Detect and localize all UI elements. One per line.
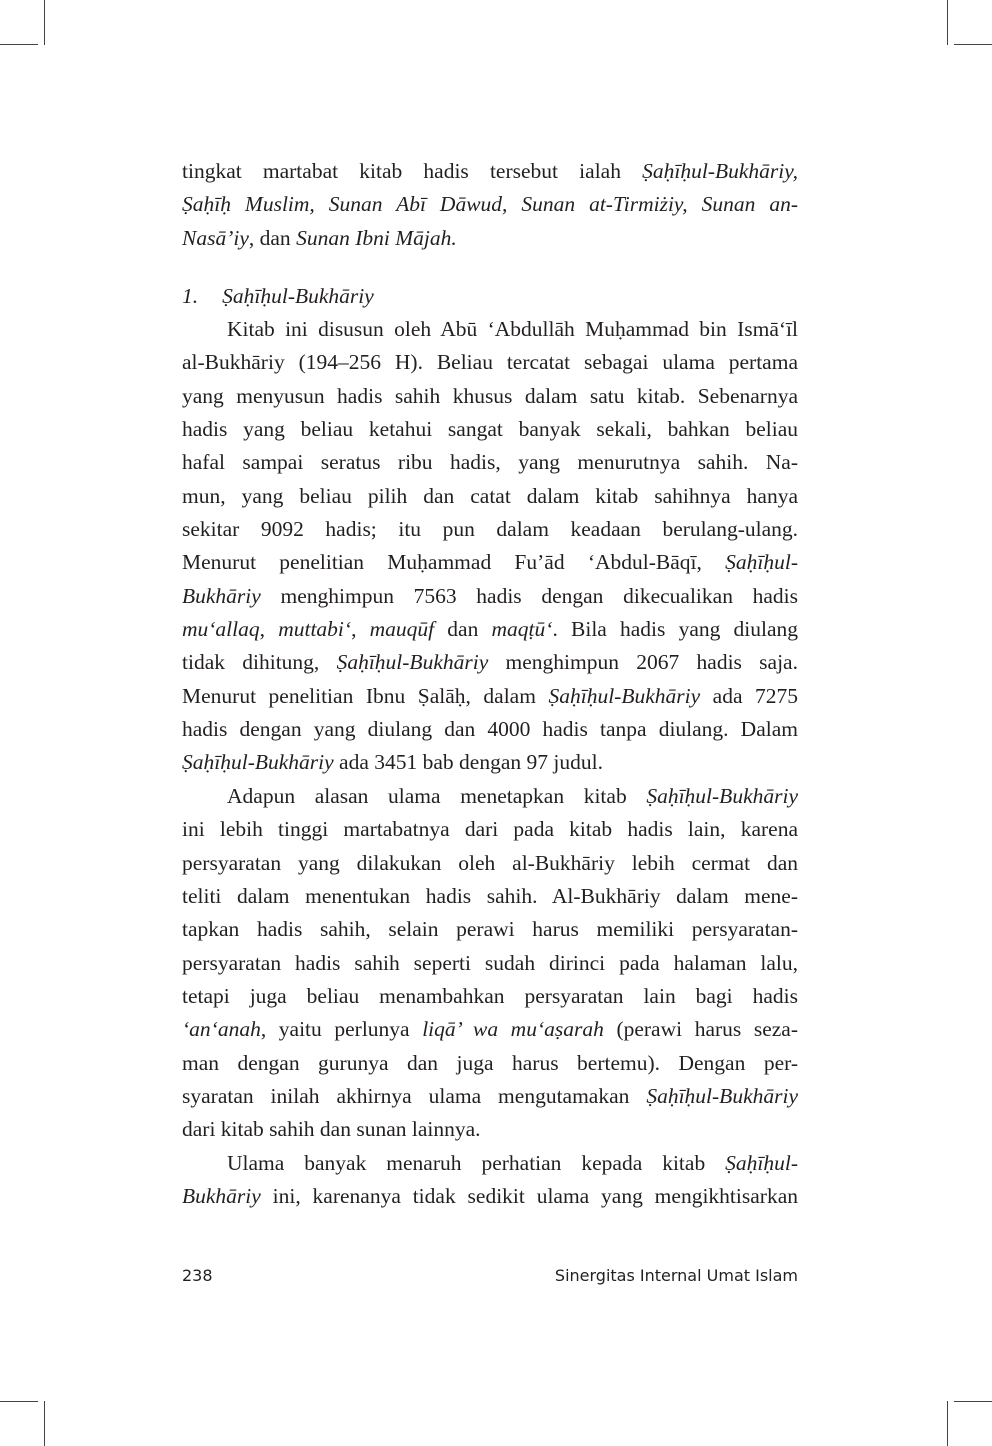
- crop-mark: [44, 0, 45, 45]
- text-segment: ,: [351, 617, 370, 642]
- italic-term: muttabi‘: [278, 617, 352, 642]
- text-segment: tetapi juga beliau menambahkan persyaratan lain bagi hadis: [182, 983, 798, 1008]
- text-segment: menghimpun 7563 hadis dengan dikecualikan hadis: [260, 583, 798, 608]
- text-line: [182, 380, 798, 413]
- text-line: [182, 980, 798, 1013]
- text-line: [182, 1113, 798, 1146]
- text-segment: (perawi harus seza-: [603, 1017, 799, 1042]
- italic-term: Nasā’iy: [182, 225, 249, 250]
- text-segment: man dengan gurunya dan juga harus bertemu). Dengan per-: [182, 1050, 798, 1075]
- text-segment: yang menyusun hadis sahih khusus dalam satu kitab. Sebenarnya: [182, 383, 798, 408]
- text-line: [182, 188, 798, 221]
- text-segment: mun, yang beliau pilih dan catat dalam kitab sahihnya hanya: [182, 483, 798, 508]
- italic-term: Ṣaḥīḥul-Bukhāriy,: [642, 159, 798, 183]
- text-segment: Menurut penelitian Ibnu Ṣalāḥ, dalam: [182, 683, 549, 708]
- text-segment: tapkan hadis sahih, selain perawi harus memiliki persyaratan-: [182, 917, 798, 942]
- text-segment: ini, karenanya tidak sedikit ulama yang mengikhtisarkan: [260, 1183, 798, 1208]
- text-segment: menghimpun 2067 hadis saja.: [488, 650, 798, 675]
- text-segment: , yaitu perlunya: [260, 1017, 423, 1042]
- italic-term: Bukhāriy: [182, 583, 261, 608]
- italic-term: Sunan Ibni Mājah.: [296, 225, 457, 250]
- text-segment: dari kitab sahih dan sunan lainnya.: [182, 1117, 481, 1142]
- italic-term: Ṣaḥīḥul-: [725, 1150, 798, 1175]
- text-segment: ada 7275: [700, 683, 798, 708]
- text-line: [182, 222, 798, 255]
- crop-mark: [44, 1401, 45, 1446]
- text-segment: sekitar 9092 hadis; itu pun dalam keadaan berulang-ulang.: [182, 517, 798, 542]
- text-segment: Ulama banyak menaruh perhatian kepada kitab: [227, 1150, 726, 1175]
- text-line: [182, 613, 798, 646]
- intro-paragraph: [182, 155, 798, 255]
- text-segment: dan: [434, 617, 492, 642]
- text-line: [182, 155, 798, 188]
- text-segment: persyaratan yang dilakukan oleh al-Bukhāriy lebih cermat dan: [182, 850, 798, 875]
- italic-term: mu‘allaq: [182, 617, 260, 642]
- text-line: [182, 1047, 798, 1080]
- text-line: [182, 746, 798, 779]
- text-segment: persyaratan hadis sahih seperti sudah dirinci pada halaman lalu,: [182, 950, 798, 975]
- italic-term: maqṭū‘: [491, 617, 553, 642]
- text-segment: tingkat martabat kitab hadis tersebut ialah: [182, 159, 643, 183]
- text-segment: hadis yang beliau ketahui sangat banyak sekali, bahkan beliau: [182, 417, 798, 442]
- text-segment: ini lebih tinggi martabatnya dari pada kitab hadis lain, karena: [182, 817, 798, 842]
- text-segment: teliti dalam menentukan hadis sahih. Al-Bukhāriy dalam mene-: [182, 883, 798, 908]
- italic-term: ‘an‘anah: [182, 1017, 261, 1042]
- italic-term: Ṣaḥīḥ Muslim, Sunan Abī Dāwud, Sunan at-Tirmiżiy, Sunan an-: [182, 192, 798, 217]
- text-segment: , dan: [248, 225, 297, 250]
- text-segment: al-Bukhāriy (194–256 H). Beliau tercatat sebagai ulama pertama: [182, 350, 798, 375]
- running-footer-title: Sinergitas Internal Umat Islam: [554, 1266, 798, 1285]
- text-line: [182, 446, 798, 479]
- italic-term: Bukhāriy: [182, 1183, 261, 1208]
- text-segment: Adapun alasan ulama menetapkan kitab: [227, 783, 647, 808]
- text-segment: Menurut penelitian Muḥammad Fu’ād ‘Abdul-Bāqī,: [182, 550, 726, 575]
- italic-term: Ṣaḥīḥul-Bukhāriy: [336, 650, 489, 675]
- text-line: [182, 313, 798, 346]
- text-line: [182, 813, 798, 846]
- italic-term: Ṣaḥīḥul-Bukhāriy: [646, 1083, 798, 1108]
- text-line: [182, 880, 798, 913]
- page-number: 238: [182, 1266, 213, 1285]
- crop-mark: [954, 44, 992, 45]
- text-line: [182, 413, 798, 446]
- text-line: [182, 780, 798, 813]
- italic-term: Ṣaḥīḥul-Bukhāriy: [548, 683, 701, 708]
- text-line: [182, 346, 798, 379]
- text-line: [182, 713, 798, 746]
- text-line: [182, 1180, 798, 1213]
- italic-term: Ṣaḥīḥul-Bukhāriy: [182, 750, 334, 775]
- heading-number: 1.: [182, 284, 199, 308]
- crop-mark: [0, 1401, 38, 1402]
- text-segment: tidak dihitung,: [182, 650, 337, 675]
- text-segment: hafal sampai seratus ribu hadis, yang menurutnya sahih. Na-: [182, 450, 798, 475]
- italic-term: Ṣaḥīḥul-Bukhāriy: [646, 783, 798, 808]
- italic-term: mauqūf: [369, 617, 435, 642]
- text-line: [182, 480, 798, 513]
- text-line: [182, 947, 798, 980]
- text-line: [182, 847, 798, 880]
- italic-term: liqā’ wa mu‘aṣarah: [422, 1017, 604, 1042]
- heading-title: Ṣaḥīḥul-Bukhāriy: [222, 284, 374, 308]
- text-line: [182, 580, 798, 613]
- crop-mark: [947, 1401, 948, 1446]
- text-line: [182, 1013, 798, 1046]
- italic-term: Ṣaḥīḥul-: [725, 550, 798, 575]
- text-line: [182, 1080, 798, 1113]
- crop-mark: [954, 1401, 992, 1402]
- crop-mark: [947, 0, 948, 45]
- text-segment: ,: [259, 617, 279, 642]
- text-line: [182, 513, 798, 546]
- text-segment: ada 3451 bab dengan 97 judul.: [333, 750, 603, 775]
- text-line: [182, 646, 798, 679]
- body-text: [182, 313, 798, 1213]
- text-segment: . Bila hadis yang diulang: [552, 617, 799, 642]
- text-line: [182, 1147, 798, 1180]
- text-line: [182, 546, 798, 579]
- text-line: [182, 680, 798, 713]
- text-segment: hadis dengan yang diulang dan 4000 hadis tanpa diulang. Dalam: [182, 717, 798, 742]
- text-segment: Kitab ini disusun oleh Abū ‘Abdullāh Muḥammad bin Ismā‘īl: [227, 317, 798, 341]
- text-segment: syaratan inilah akhirnya ulama mengutamakan: [182, 1083, 647, 1108]
- crop-mark: [0, 44, 38, 45]
- text-line: [182, 913, 798, 946]
- section-heading: [182, 280, 798, 313]
